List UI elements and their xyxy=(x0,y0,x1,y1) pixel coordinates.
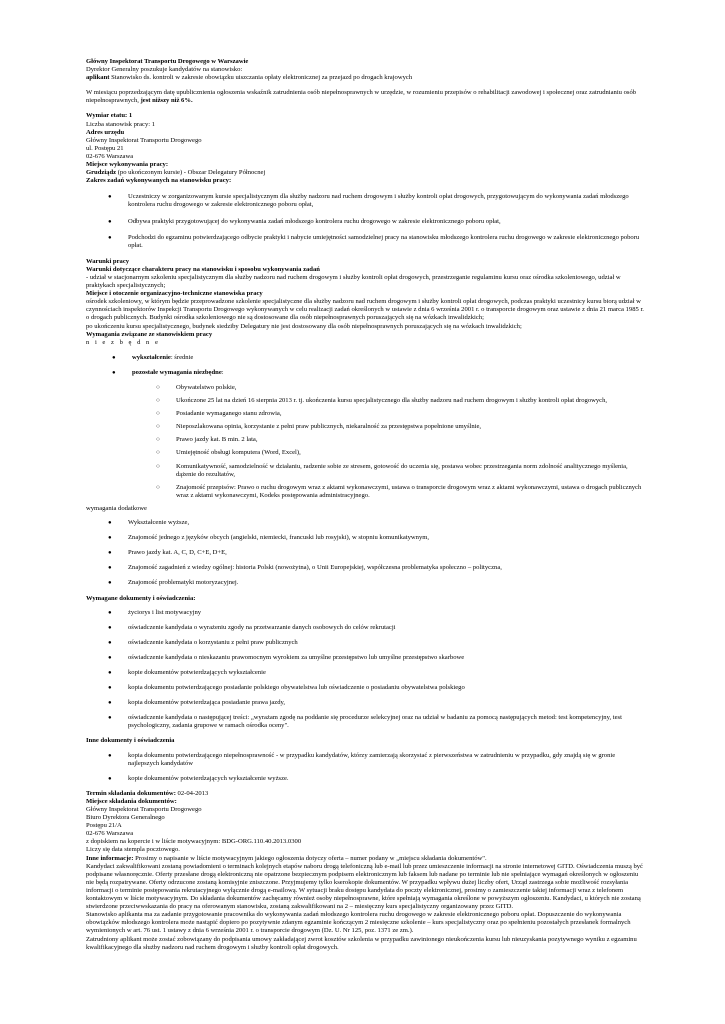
address-line: 02-676 Warszawa xyxy=(86,830,134,838)
list-item: ● wykształcenie: średnie xyxy=(86,354,646,362)
warunki-text: - udział w stacjonarnym szkoleniu specjalistycznym dla służby nadzoru nad ruchem drogowym i służby kontroli opłat drogowych, przestrzeganie regulaminu kursu oraz ośrodka szkoleniowego, udział w praktykach specjalistycznych; xyxy=(86,273,621,290)
wymagania-label: Wymagania związane ze stanowiskiem pracy xyxy=(86,330,213,338)
list-item: ● oświadczenie kandydata o korzystaniu z pełni praw publicznych xyxy=(86,639,646,647)
wymagania-niezbedne-list xyxy=(86,384,646,500)
termin-line: Termin składania dokumentów: 02-04-2013 xyxy=(86,789,209,797)
miejsce-otoczenie: Miejsce i otoczenie organizacyjno-techniczne stanowiska pracy xyxy=(86,290,263,298)
list-item: ● Znajomość jednego z języków obcych (angielski, niemiecki, francuski lub rosyjski), w stopniu komunikatywnym, xyxy=(86,534,646,542)
list-item: ○ Posiadanie wymaganego stanu zdrowia, xyxy=(86,410,646,418)
dokumenty-list xyxy=(86,609,646,731)
list-item: ○ Umiejętność obsługi komputera (Word, Excel), xyxy=(86,449,646,457)
list-item: ● oświadczenie kandydata o nieskazaniu prawomocnym wyrokiem za umyślne przestępstwo lub umyślne przestępstwo skarbowe xyxy=(86,654,646,662)
list-item: ○ Prawo jazdy kat. B min. 2 lata, xyxy=(86,436,646,444)
info-paragraph: Kandydaci zakwalifikowani zostaną powiadomieni o terminach kolejnych etapów naboru drogą telefoniczną lub e-mail lub przez umieszczenie informacji na stronie internetowej GITD. Oświadczenia muszą być podpisane własnoręcznie. Oferty przesłane drogą elektroniczną nie opatrzone bezpiecznym podpisem elektronicznym lub faksem lub nadane po terminie lub nie spełniające wymagań określonych w ogłoszeniu nie będą rozpatrywane. Oferty odrzucone zostaną komisyjnie zniszczone. Przyjmujemy tylko kserokopie dokumentów. W przypadku wpływu dużej liczby ofert, Urząd zastrzega sobie możliwość rozsyłania informacji o terminie postępowania rekrutacyjnego wyłącznie drogą e-mailową. W sytuacji braku dostępu kandydata do poczty elektronicznej, prosimy o zamieszczenie takiej informacji wraz z telefonem kontaktowym w liście motywacyjnym. Do składania dokumentów zachęcamy również osoby niepełnosprawne, które spełniają wymagania określone w powyższym ogłoszeniu. Kandydaci, u których nie zostaną stwierdzone przeciwwskazania do pracy na oferowanym stanowisku, zostaną zakwalifikowani na 2 – miesięczny kurs specjalistyczny organizowany przez GITD. xyxy=(86,862,643,911)
adres-label: Adres urzędu xyxy=(86,128,125,136)
info-paragraph: Zatrudniony aplikant może zostać zobowiązany do podpisania umowy zakładającej zwrot kosztów szkolenia w przypadku zawinionego nieukończenia kursu lub nieuzyskania pozytywnego wyniku z egzaminu kwalifikacyjnego dla służby nadzoru nad ruchem drogowym i służby kontroli opłat drogowych. xyxy=(86,935,637,951)
list-item: ● kopia dokumentu potwierdzającego posiadanie polskiego obywatelstwa lub oświadczenie o posiadaniu obywatelstwa polskiego xyxy=(86,684,646,692)
list-item: ○ Ukończone 25 lat na dzień 16 sierpnia 2013 r. tj. ukończenia kursu specjalistycznego dla służby nadzoru nad ruchem drogowym i służby kontroli opłat drogowych, xyxy=(86,397,646,405)
wymagania-top-list xyxy=(86,354,646,377)
seeks-line: Dyrektor Generalny poszukuje kandydatów na stanowisko: xyxy=(86,66,243,74)
list-item: ● Znajomość problematyki motoryzacyjnej. xyxy=(86,579,646,587)
list-item: ● Podchodzi do egzaminu potwierdzającego odbycie praktyki i nabycie umiejętności samodzielnej pracy na stanowisku młodszego kontrolera ruchu drogowego w zakresie elektronicznego poboru opłat. xyxy=(86,234,646,250)
list-item: ● kopie dokumentów potwierdzających wykształcenie wyższe. xyxy=(86,775,646,783)
miejsce-value: Grudziądz (po ukończonym kursie) - Obszar Delegatury Północnej xyxy=(86,169,266,177)
liczba-stanowisk: Liczba stanowisk pracy: 1 xyxy=(86,120,156,128)
employment-rate-note: W miesiącu poprzedzającym datę upublicznienia ogłoszenia wskaźnik zatrudnienia osób niepełnosprawnych w urzędzie, w rozumieniu przepisów o rehabilitacji zawodowej i społecznej oraz zatrudnianiu osób niepełnosprawnych, jest niższy niż 6%. xyxy=(86,89,637,105)
list-item: ● kopia dokumentów potwierdzająca posiadanie prawa jazdy, xyxy=(86,699,646,707)
list-item: ● Odbywa praktyki przygotowującej do wykonywania zadań młodszego kontrolera ruchu drogowego w zakresie elektronicznego poboru opłat, xyxy=(86,218,646,226)
list-item: ● Wykształcenie wyższe, xyxy=(86,519,646,527)
list-item: ○ Obywatelstwo polskie, xyxy=(86,384,646,392)
warunki-pracy: Warunki pracy xyxy=(86,257,130,265)
address-line: Biuro Dyrektora Generalnego xyxy=(86,814,165,822)
list-item: ○ Komunikatywność, samodzielność w działaniu, radzenie sobie ze stresem, gotowość do uczenia się, postawa wobec przestrzegania norm zdolność analitycznego myślenia, dążenie do rezultatów, xyxy=(86,463,646,479)
list-item: ○ Znajomość przepisów: Prawo o ruchu drogowym wraz z aktami wykonawczymi, ustawa o transporcie drogowym wraz z aktami wykonawczymi, ustawa o drogach publicznych wraz z aktami wykonawczymi, Kodeks postępowania administracyjnego. xyxy=(86,484,646,500)
niezbedne-label: n i e z b ę d n e xyxy=(86,338,160,346)
otoczenie-text-2: po ukończeniu kursu specjalistycznego, budynek siedziby Delegatury nie jest dostosowany dla osób niepełnosprawnych poruszających się na wózkach inwalidzkich; xyxy=(86,322,522,330)
address-line: Główny Inspektorat Transportu Drogowego xyxy=(86,806,202,813)
address-line: Liczy się data stempla pocztowego. xyxy=(86,846,180,854)
inne-informacje: Inne informacje: Prosimy o napisanie w liście motywacyjnym jakiego ogłoszenia dotyczy oferta – numer podany w „miejscu składania dokumentów". xyxy=(86,854,487,862)
wymiar-etatu: Wymiar etatu: 1 xyxy=(86,112,133,120)
adres-line: 02-676 Warszawa xyxy=(86,152,134,160)
list-item: ● Prawo jazdy kat. A, C, D, C+E, D+E, xyxy=(86,549,646,557)
org-heading: Główny Inspektorat Transportu Drogowego w Warszawie xyxy=(86,58,249,65)
list-item: ● oświadczenie kandydata o następującej treści: „wyrażam zgodę na poddanie się procedurze selekcyjnej oraz na udział w badaniu za pomocą następujących metod: test kompetencyjny, test psychologiczny, zadania grupowe w ramach ośrodka oceny". xyxy=(86,714,646,730)
position-line: aplikant Stanowisko ds. kontroli w zakresie obowiązku uiszczania opłaty elektronicznej za przejazd po drogach krajowych xyxy=(86,74,413,82)
dokumenty-label: Wymagane dokumenty i oświadczenia: xyxy=(86,594,196,602)
address-line: Postępu 21/A xyxy=(86,822,122,830)
job-announcement xyxy=(86,58,646,952)
dodatkowe-label: wymagania dodatkowe xyxy=(86,504,147,512)
info-paragraph: Stanowisko aplikanta ma za zadanie przygotowanie pracownika do wykonywania zadań młodszego kontrolera ruchu drogowego w zakresie elektronicznego poboru opłat. Dopuszczenie do wykonywania obowiązków młodszego kontrolera może nastąpić dopiero po pozytywnie zdanym egzaminie kończącym 2 miesięczne szkolenie – kurs specjalistyczny oraz po spełnieniu pozostałych przesłanek formalnych wymienionych w art. 76 ust. 1 ustawy z dnia 6 września 2001 r. o transporcie drogowym (Dz. U. Nr 125, poz. 1371 ze zm.). xyxy=(86,911,631,935)
list-item: ● kopie dokumentów potwierdzających wykształcenie xyxy=(86,669,646,677)
address-line: z dopiskiem na kopercie i w liście motywacyjnym: BDG-ORG.110.40.2013.0300 xyxy=(86,838,302,846)
inne-label: Inne dokumenty i oświadczenia xyxy=(86,737,175,745)
wymagania-dodatkowe-list xyxy=(86,519,646,587)
list-item: ● oświadczenie kandydata o wyrażeniu zgody na przetwarzanie danych osobowych do celów rekrutacji xyxy=(86,624,646,632)
list-item: ● Znajomość zagadnień z wiedzy ogólnej: historia Polski (nowożytna), o Unii Europejskiej, współczesna problematyka społeczno – polityczna, xyxy=(86,564,646,572)
inne-list xyxy=(86,752,646,783)
adres-line: ul. Postępu 21 xyxy=(86,144,124,152)
warunki-dotyczace: Warunki dotyczące charakteru pracy na stanowisku i sposobu wykonywania zadań xyxy=(86,265,320,273)
list-item: ○ Nieposzlakowana opinia, korzystanie z pełni praw publicznych, niekaralność za przestępstwa popełnione umyślnie, xyxy=(86,423,646,431)
list-item: ● kopia dokumentu potwierdzającego niepełnosprawność - w przypadku kandydatów, którzy zamierzają skorzystać z pierwszeństwa w zatrudnieniu w przypadku, gdy znajdą się w gronie najlepszych kandydatów xyxy=(86,752,646,768)
adres-line: Główny Inspektorat Transportu Drogowego xyxy=(86,136,202,144)
zakres-label: Zakres zadań wykonywanych na stanowisku pracy: xyxy=(86,177,232,185)
miejsce-skladania-label: Miejsce składania dokumentów: xyxy=(86,797,177,805)
list-item: ● życiorys i list motywacyjny xyxy=(86,609,646,617)
otoczenie-text: ośrodek szkoleniowy, w którym będzie przeprowadzone szkolenie specjalistyczne dla służby nadzoru nad ruchem drogowym i służby kontroli opłat drogowych, podczas praktyki uczestnicy kursu biorą udział w czynnościach inspektorów Inspekcji Transportu Drogowego wykonywanych w celu realizacji zadań określonych w ustawie z dnia 6 września 2001 r. o transporcie drogowym oraz ustawie z dnia 21 marca 1985 r. o drogach publicznych. Budynki ośrodka szkoleniowego nie są dostosowane dla osób niepełnosprawnych poruszających się na wózkach inwalidzkich; xyxy=(86,298,644,322)
zakres-list xyxy=(86,193,646,249)
list-item: ● Uczestniczy w zorganizowanym kursie specjalistycznym dla służby nadzoru nad ruchem drogowym i służby kontroli opłat drogowych, przygotowującym do wykonywania zadań młodszego kontrolera ruchu drogowego w zakresie elektronicznego poboru opłat, xyxy=(86,193,646,209)
list-item: ● pozostałe wymagania niezbędne: xyxy=(86,369,646,377)
miejsce-label: Miejsce wykonywania pracy: xyxy=(86,161,169,169)
